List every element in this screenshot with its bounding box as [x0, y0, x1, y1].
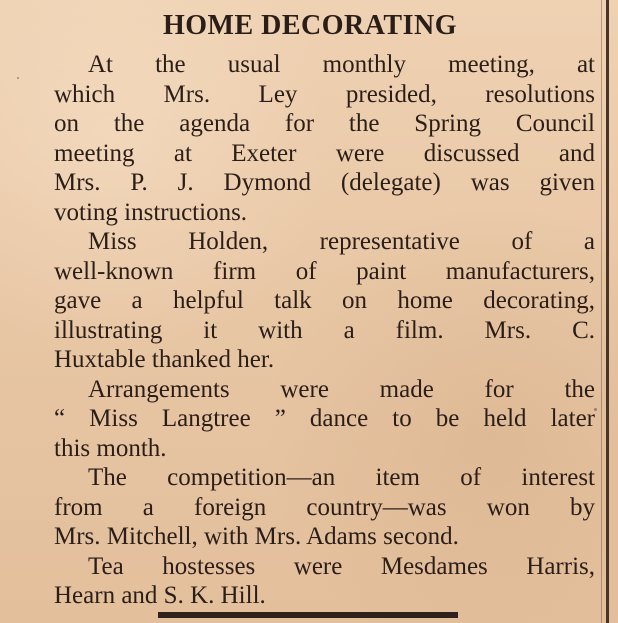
text-line: well-known firm of paint manufacturers, — [54, 257, 595, 285]
paper-speck — [240, 561, 242, 563]
paragraph-4 — [20, 463, 595, 552]
text-line: Tea hostesses were Mesdames Harris, — [88, 552, 595, 580]
text-line: illustrating it with a film. Mrs. C. — [54, 316, 595, 344]
article-body — [20, 50, 595, 611]
text-line: from a foreign country—was won by — [54, 493, 595, 521]
text-line: Miss Holden, representative of a — [88, 228, 595, 255]
text-line: which Mrs. Ley presided, resolutions — [54, 80, 595, 108]
text-line: meeting at Exeter were discussed and — [54, 139, 595, 167]
paragraph-5 — [20, 552, 595, 611]
text-line: Mrs. Mitchell, with Mrs. Adams second. — [54, 523, 459, 550]
article-headline: HOME DECORATING — [163, 10, 457, 41]
column-rule — [606, 0, 609, 623]
paper-speck — [594, 408, 597, 411]
text-line: voting instructions. — [54, 198, 248, 226]
text-line: gave a helpful talk on home decorating, — [54, 287, 595, 314]
paragraph-2 — [20, 227, 595, 375]
paragraph-1 — [20, 50, 595, 227]
column-rule-thin — [601, 0, 602, 623]
text-line: this month. — [54, 434, 167, 462]
text-line: At the usual monthly meeting, at — [88, 51, 595, 78]
text-line: “ Miss Langtree ” dance to be held later — [54, 405, 595, 432]
text-line: Mrs. P. J. Dymond (delegate) was given — [54, 169, 595, 196]
paragraph-3 — [20, 375, 595, 464]
text-line: on the agenda for the Spring Council — [54, 110, 595, 137]
section-divider — [158, 612, 458, 618]
text-line: Arrangements were made for the — [88, 375, 595, 403]
text-line: Hearn and S. K. Hill. — [54, 582, 266, 609]
text-line: Huxtable thanked her. — [54, 346, 275, 373]
text-line: The competition—an item of interest — [88, 464, 595, 491]
paper-speck — [17, 77, 19, 79]
